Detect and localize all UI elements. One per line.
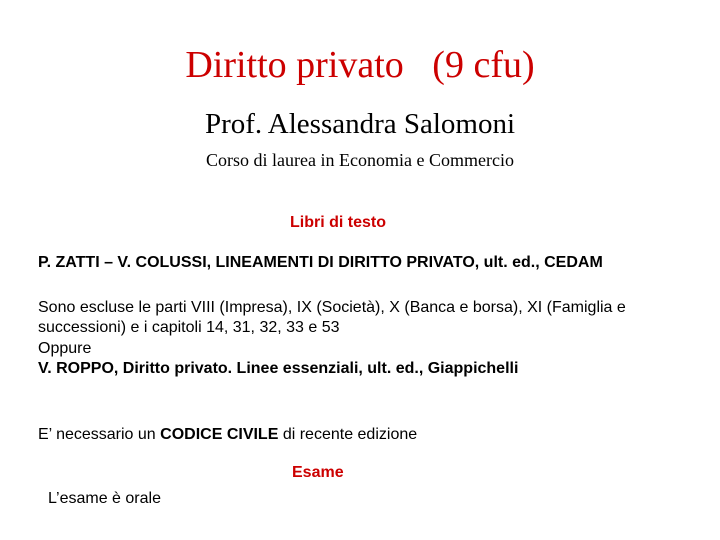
course-name: Corso di laurea in Economia e Commercio [206, 150, 514, 170]
alternative-label: Oppure [38, 340, 92, 357]
slide-title: Diritto privato (9 cfu) [185, 44, 535, 86]
professor-name: Prof. Alessandra Salomoni [204, 108, 516, 140]
exam-note: L’esame è orale [48, 490, 161, 507]
alternative-textbook: V. ROPPO, Diritto privato. Linee essenziali, ult. ed., Giappichelli [38, 360, 519, 377]
primary-textbook: P. ZATTI – V. COLUSSI, LINEAMENTI DI DIRITTO PRIVATO, ult. ed., CEDAM [38, 254, 603, 271]
civil-code-note-prefix: E’ necessario un [38, 426, 161, 443]
textbooks-heading: Libri di testo [290, 214, 386, 231]
civil-code-emphasis: CODICE CIVILE [160, 426, 279, 443]
exam-heading: Esame [292, 464, 344, 481]
civil-code-note-suffix: di recente edizione [278, 426, 418, 443]
civil-code-note [38, 425, 417, 445]
excluded-parts-note: Sono escluse le parti VIII (Impresa), IX (Società), X (Banca e borsa), XI (Famiglia e successioni) e i capitoli 14, 31, 32, 33 e 53 [38, 299, 626, 336]
